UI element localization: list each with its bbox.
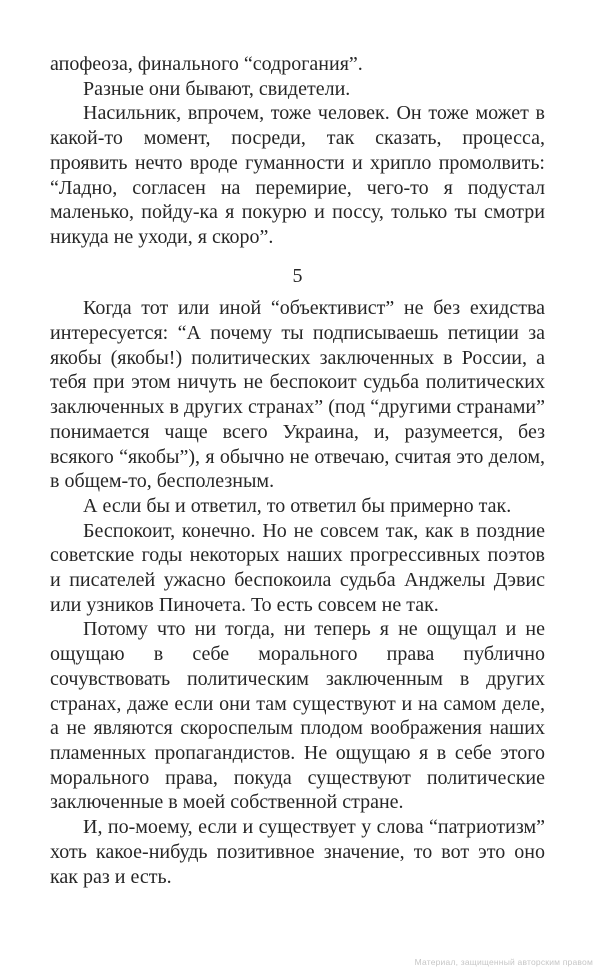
paragraph-continuation: апофеоза, финального “содрогания”. [50,53,363,75]
paragraph: Насильник, впрочем, тоже человек. Он тоже может в какой-то момент, посреди, так сказать, процесса, проявить нечто вроде гуманности и хрипло промолвить: “Ладно, согласен на перемирие, чего-то я подустал маленько, пойду-ка я покурю и поссу, только ты смотри никуда не уходи, я скоро”. [50,102,545,248]
page-text-block [50,52,545,889]
paragraph: И, по-моему, если и существует у слова “патриотизм” хоть какое-нибудь позитивное значение, то вот это оно как раз и есть. [50,816,545,888]
paragraph: Потому что ни тогда, ни теперь я не ощущал и не ощущаю в себе морального права публично сочувствовать политическим заключенным в других странах, даже если они там существуют и на самом деле, а не являются скороспелым плодом воображения наших пламенных пропагандистов. Не ощущаю я в себе этого морального права, покуда существуют политические заключенные в моей собственной стране. [50,618,545,814]
copyright-watermark: Материал, защищенный авторским правом [414,957,593,967]
paragraph: А если бы и ответил, то ответил бы примерно так. [83,494,512,517]
section-number-heading: 5 [292,264,303,287]
paragraph: Когда тот или иной “объективист” не без ехидства интересуется: “А почему ты подписываешь петиции за якобы (якобы!) политических заключенных в России, а тебя при этом ничуть не беспокоит судьба политических заключенных в других странах” (под “другими странами” понимается чаще всего Украина, и, разумеется, без всякого “якобы”), я обычно не отвечаю, считая это делом, в общем-то, бесполезным. [50,297,545,493]
paragraph: Беспокоит, конечно. Но не совсем так, как в поздние советские годы некоторых наших прогрессивных поэтов и писателей ужасно беспокоила судьба Анджелы Дэвис или узников Пиночета. То есть совсем не так. [50,519,545,616]
paragraph: Разные они бывают, свидетели. [83,77,351,100]
